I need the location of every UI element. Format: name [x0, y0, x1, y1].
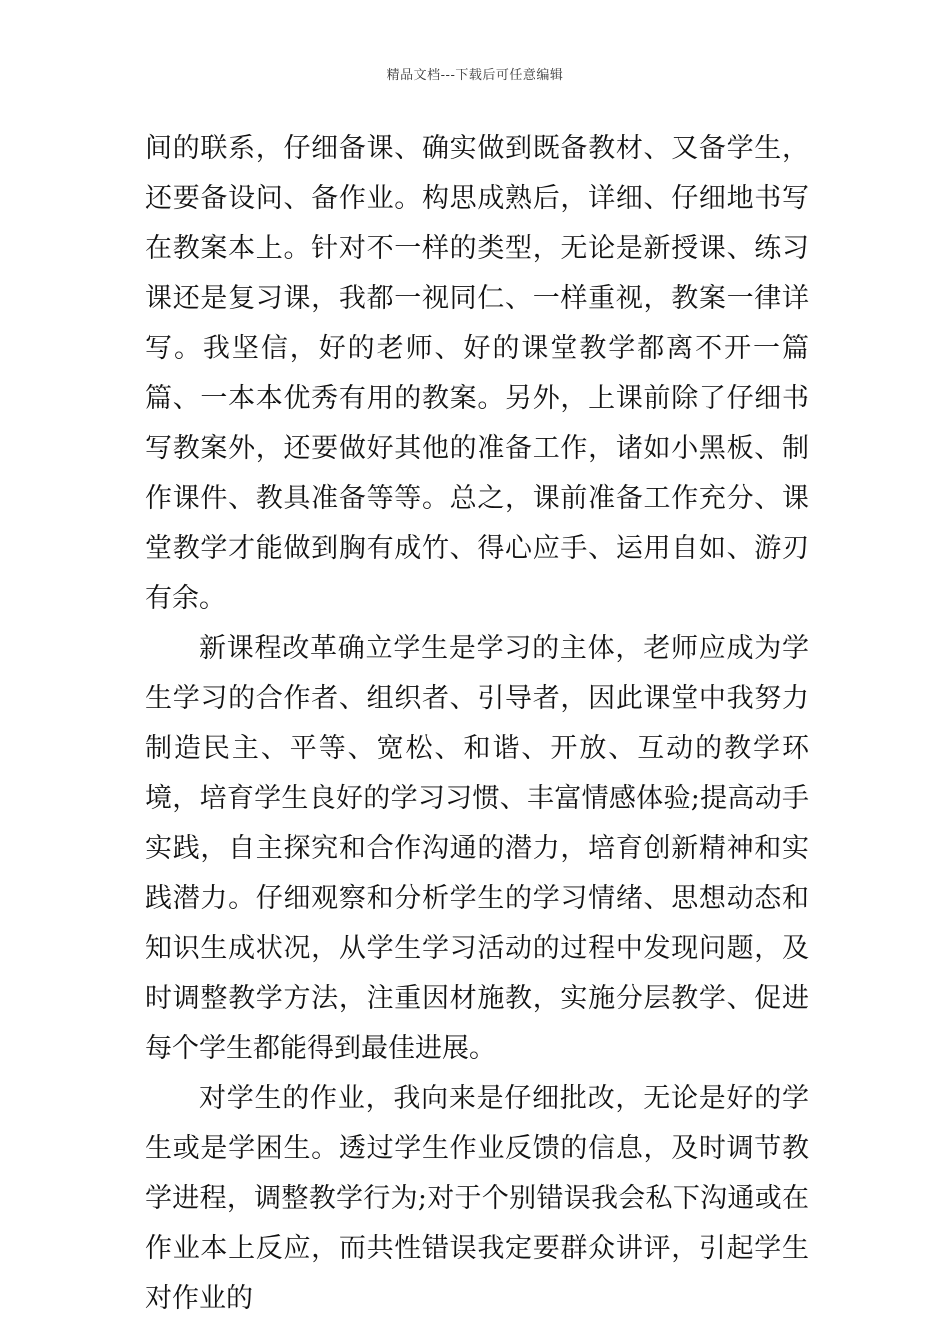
- paragraph-3: 对学生的作业，我向来是仔细批改，无论是好的学生或是学困生。透过学生作业反馈的信息，及时调节教学进程，调整教学行为;对于个别错误我会私下沟通或在作业本上反应，而共性错误我定要群众讲评，引起学生对作业的: [145, 1083, 809, 1314]
- paragraph-1: 间的联系，仔细备课、确实做到既备教材、又备学生，还要备设问、备作业。构思成熟后，详细、仔细地书写在教案本上。针对不一样的类型，无论是新授课、练习课还是复习课，我都一视同仁、一样重视，教案一律详写。我坚信，好的老师、好的课堂教学都离不开一篇篇、一本本优秀有用的教案。另外，上课前除了仔细书写教案外，还要做好其他的准备工作，诸如小黑板、制作课件、教具准备等等。总之，课前准备工作充分、课堂教学才能做到胸有成竹、得心应手、运用自如、游刃有余。: [145, 133, 809, 614]
- page-header: 精品文档---下载后可任意编辑: [386, 68, 564, 83]
- document-body: [145, 124, 809, 1324]
- paragraph-2: 新课程改革确立学生是学习的主体，老师应成为学生学习的合作者、组织者、引导者，因此课堂中我努力制造民主、平等、宽松、和谐、开放、互动的教学环境，培育学生良好的学习习惯、丰富情感体验;提高动手实践，自主探究和合作沟通的潜力，培育创新精神和实践潜力。仔细观察和分析学生的学习情绪、思想动态和知识生成状况，从学生学习活动的过程中发现问题，及时调整教学方法，注重因材施教，实施分层教学、促进每个学生都能得到最佳进展。: [145, 633, 809, 1064]
